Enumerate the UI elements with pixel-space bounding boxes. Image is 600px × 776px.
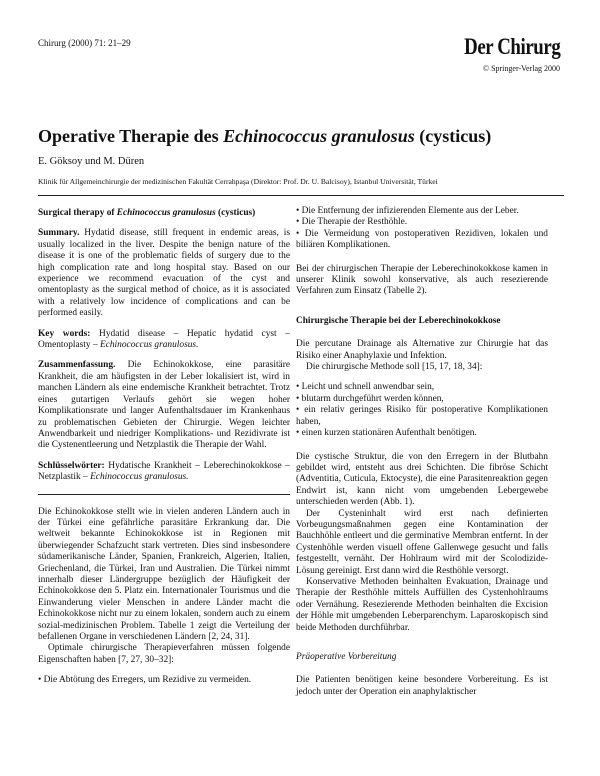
conservative-methods-paragraph: Konservative Methoden beinhalten Evakuation, Drainage und Therapie der Resthöhle mittels Auffüllen des Cystenhohlraums oder Vernähung. Resezierende Methoden beinhalten die Excision der Höhle mit umgebenden Leberparenchym. Laparoskopisch sind beide Methoden durchführbar. [296,576,548,633]
section-heading-preoperative: Präoperative Vorbereitung [296,652,397,662]
cyst-content-paragraph: Der Cysteninhalt wird erst nach definierten Vorbeugungsmaßnahmen gegen eine Kontamination der Bauchhöhle entleert und die germinative Membran entfernt. In der Cystenhöhle werden visuell offene Gallenwege gesucht und falls festgestellt, vernäht. Der Hohlraum wird mit der Scolodizide-Lösung gereinigt. Erst dann wird die Resthöhle versorgt. [296,508,548,576]
article-title: Operative Therapie des Echinococcus granulosus (cysticus) [38,126,492,146]
schluesselwoerter-paragraph: Schlüsselwörter: Hydatische Krankheit – Leberechinokokkose – Netzplastik – Echinococcus granulosus. [38,460,290,483]
drainage-paragraph: Die percutane Drainage als Alternative zur Chirurgie hat das Risiko einer Anaphylaxie und Infektion. [296,339,548,361]
clinic-methods-paragraph: Bei der chirurgischen Therapie der Leberechinokokkose kamen in unserer Klinik sowohl konservative, als auch resezierende Verfahren zum Einsatz (Tabelle 2). [296,263,548,297]
list-item: • Die Entfernung der infizierenden Elemente aus der Leber. [296,206,519,216]
abstract-rule [38,494,290,495]
article-authors: E. Göksoy und M. Düren [38,156,145,167]
section-heading-surgical-therapy: Chirurgische Therapie bei der Leberechinokokkose [296,315,501,326]
list-item: • einen kurzen stationären Aufenthalt benötigen. [296,428,477,439]
list-item: • Die Vermeidung von postoperativen Rezidiven, lokalen und biliären Komplikationen. [296,228,548,251]
header-rule [38,195,564,196]
method-requirements-paragraph: Die chirurgische Methode soll [15, 17, 18, 34]: [306,362,483,373]
right-column [296,206,548,698]
journal-logo: Der Chirurg [463,34,560,59]
preoperative-paragraph: Die Patienten benötigen keine besondere Vorbereitung. Es ist jedoch unter der Operation ein anaphylaktischer [296,675,548,697]
list-item: • ein relativ geringes Risiko für postoperative Komplikationen haben, [296,405,548,427]
article-affiliation: Klinik für Allgemeinchirurgie der medizinischen Fakultät Cerrahpaşa (Direktor: Prof. Dr. U. Balcisoy), Istanbul Universität, Türkei [38,177,438,186]
list-item: • Die Abtötung des Erregers, um Rezidive zu vermeiden. [38,675,252,686]
copyright-notice: © Springer-Verlag 2000 [482,64,560,73]
left-column [38,208,290,687]
english-title-heading: Surgical therapy of Echinococcus granulosus (cysticus) [38,208,256,218]
zusammenfassung-paragraph: Zusammenfassung. Die Echinokokkose, eine parasitäre Krankheit, die am häufigsten in der Leber lokalisiert ist, wird in manchen Ländern als eine endemische Krankheit betrachtet. Trotz eines gutartigen Verlaufs gehört sie wegen hoher Komplikationsrate und langer Aufenthaltsdauer im Krankenhaus zu problematischen Gebieten der Chirurgie. Wegen leichter Anwendbarkeit und niedriger Komplikations- und Rezidivrate ist die Cystenentleerung und Netzplastik die Therapie der Wahl. [38,360,290,451]
list-item: • blutarm durchgeführt werden können, [296,393,444,404]
intro-paragraph: Die Echinokokkose stellt wie in vielen anderen Ländern auch in der Türkei eine gefährliche parasitäre Erkrankung dar. Die weltweit bekannte Echinokokkose ist in Regionen mit überwiegender Schafzucht stark vertreten. Dies sind insbesondere südamerikanische Länder, Spanien, Frankreich, Algerien, Italien, Griechenland, die Türkei, Iran und Australien. Die Türkei nimmt innerhalb dieser Ländergruppe bezüglich der Häufigkeit der Echinokokkose den 5. Platz ein. Internationaler Tourismus und die Einwanderung vieler Menschen in andere Länder macht die Echinokokkose nicht nur zu einem lokalen, sondern auch zu einem sozial-medizinischen Problem. Tabelle 1 zeigt die Verteilung der befallenen Organe in verschiedenen Ländern [2, 24, 31]. [38,506,290,642]
summary-paragraph: Summary. Hydatid disease, still frequent in endemic areas, is usually localized in the liver. Despite the benign nature of the disease it is one of the problematic fields of surgery due to the high complication rate and long hospital stay. Based on our experience we recommend evacuation of the cyst and omentoplasty as the surgical method of choice, as it is associated with a relatively low incidence of complications and can be performed easily. [38,228,290,319]
keywords-paragraph: Key words: Hydatid disease – Hepatic hydatid cyst – Omentoplasty – Echinococcus granulosus. [38,328,290,351]
list-item: • Die Therapie der Resthöhle. [296,217,408,228]
journal-citation: Chirurg (2000) 71: 21–29 [38,38,131,48]
list-item: • Leicht und schnell anwendbar sein, [296,382,435,393]
therapy-requirements-paragraph: Optimale chirurgische Therapieverfahren müssen folgende Eigenschaften haben [7, 27, 30–32]: [38,643,290,665]
cyst-structure-paragraph: Die cystische Struktur, die von den Erregern in der Blutbahn gebildet wird, entsteht aus drei Schichten. Die fibröse Schicht (Adventitia, Cuticula, Ektocyste), die eine Parasitenreaktion gegen Endwirt ist, kann nicht vom umgebenden Lebergewebe unterschieden werden (Abb. 1). [296,451,548,508]
